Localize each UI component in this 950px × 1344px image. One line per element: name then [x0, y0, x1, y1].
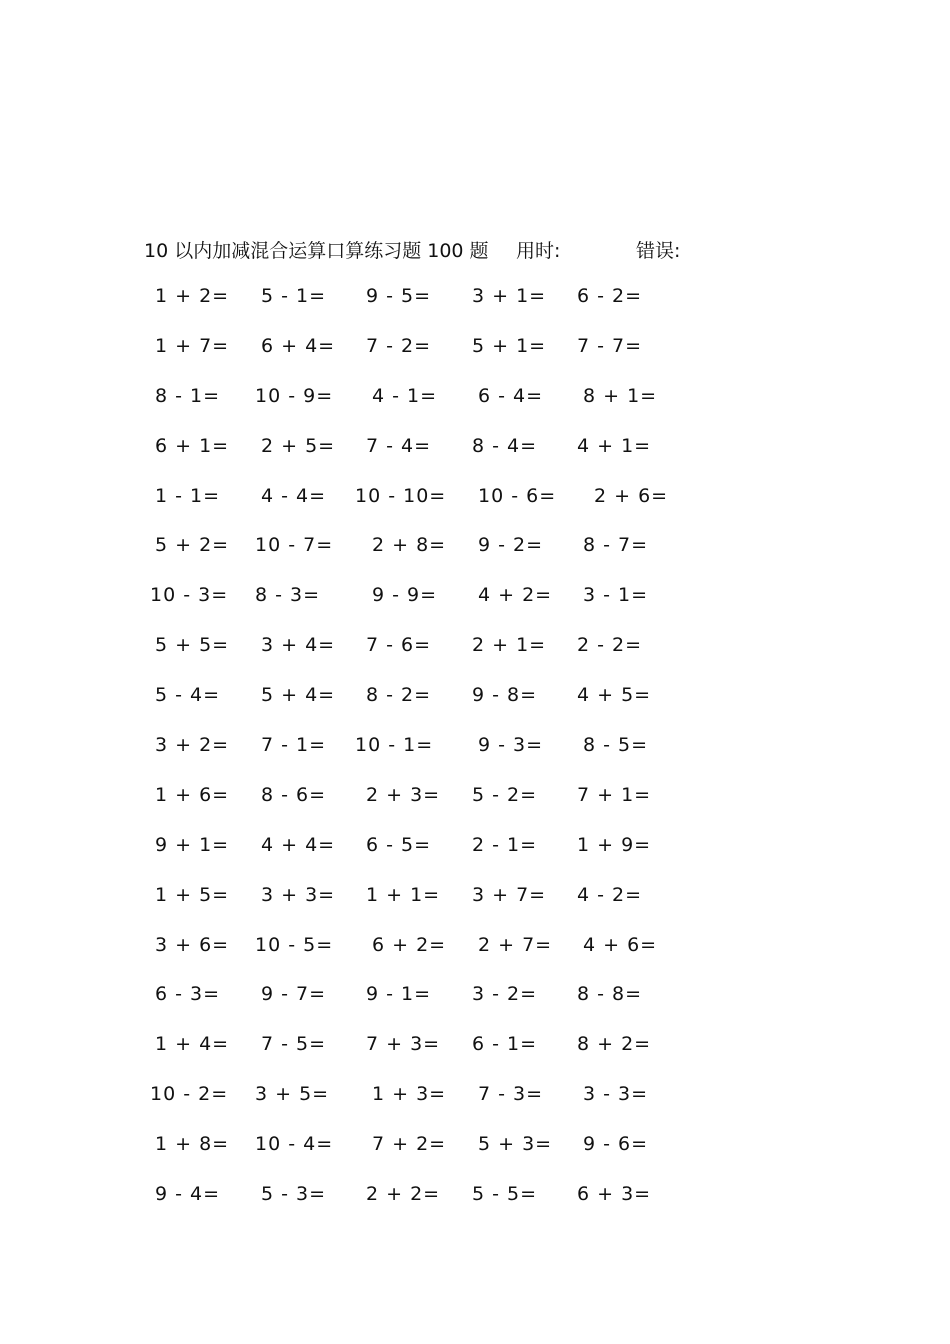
problem-row: [0, 1183, 950, 1233]
problem-row: [0, 834, 950, 884]
problem-row: [0, 934, 950, 984]
problem-item: 9 + 1=: [155, 833, 230, 856]
problem-row: [0, 485, 950, 535]
problem-item: 3 + 3=: [261, 883, 336, 906]
problem-item: 3 + 2=: [155, 734, 230, 757]
problem-item: 3 + 6=: [155, 933, 230, 956]
problem-item: 10 - 3=: [150, 584, 229, 607]
problem-row: [0, 983, 950, 1033]
problem-item: 9 - 9=: [372, 584, 438, 607]
problem-item: 4 + 1=: [577, 434, 652, 457]
problem-row: [0, 534, 950, 584]
problem-item: 1 + 2=: [155, 285, 230, 307]
problem-item: 8 - 8=: [577, 983, 643, 1006]
problem-item: 6 + 3=: [577, 1183, 652, 1206]
problem-item: 1 + 1=: [366, 883, 441, 906]
problem-item: 6 - 3=: [155, 983, 221, 1006]
problem-item: 8 - 6=: [261, 783, 327, 806]
problem-item: 4 + 2=: [478, 584, 553, 607]
problem-item: 5 + 1=: [472, 334, 547, 357]
problem-row: [0, 385, 950, 435]
problem-item: 8 - 2=: [366, 684, 432, 707]
problem-item: 1 - 1=: [155, 484, 221, 507]
problem-item: 6 - 2=: [577, 285, 643, 307]
problem-row: [0, 285, 950, 335]
problem-item: 5 + 4=: [261, 684, 336, 707]
problem-item: 2 + 2=: [366, 1183, 441, 1206]
problem-item: 8 + 1=: [583, 384, 658, 407]
worksheet-header: [0, 236, 950, 264]
problem-item: 9 - 7=: [261, 983, 327, 1006]
problem-item: 10 - 7=: [255, 534, 334, 557]
problem-item: 9 - 3=: [478, 734, 544, 757]
problem-row: [0, 634, 950, 684]
problem-item: 3 + 7=: [472, 883, 547, 906]
problem-item: 6 + 2=: [372, 933, 447, 956]
problem-item: 2 + 8=: [372, 534, 447, 557]
problem-item: 8 - 7=: [583, 534, 649, 557]
problem-item: 10 - 4=: [255, 1133, 334, 1156]
problem-item: 6 - 1=: [472, 1033, 538, 1056]
problem-item: 9 - 4=: [155, 1183, 221, 1206]
problem-item: 4 + 6=: [583, 933, 658, 956]
problem-item: 8 - 3=: [255, 584, 321, 607]
problem-item: 2 + 5=: [261, 434, 336, 457]
problem-item: 9 - 6=: [583, 1133, 649, 1156]
problem-item: 8 - 1=: [155, 384, 221, 407]
problem-item: 3 - 2=: [472, 983, 538, 1006]
problem-item: 6 + 1=: [155, 434, 230, 457]
problem-row: [0, 1083, 950, 1133]
problem-item: 4 + 4=: [261, 833, 336, 856]
problem-item: 10 - 1=: [355, 734, 434, 757]
problem-item: 9 - 8=: [472, 684, 538, 707]
problem-item: 3 + 4=: [261, 634, 336, 657]
problem-item: 2 - 1=: [472, 833, 538, 856]
problem-row: [0, 784, 950, 834]
problem-item: 7 - 7=: [577, 334, 643, 357]
problem-item: 7 + 2=: [372, 1133, 447, 1156]
problem-item: 7 - 1=: [261, 734, 327, 757]
problem-grid: [0, 285, 950, 1233]
problem-item: 4 + 5=: [577, 684, 652, 707]
problem-item: 6 + 4=: [261, 334, 336, 357]
problem-item: 10 - 6=: [478, 484, 557, 507]
problem-item: 4 - 1=: [372, 384, 438, 407]
problem-item: 7 - 4=: [366, 434, 432, 457]
problem-item: 2 + 7=: [478, 933, 553, 956]
problem-item: 10 - 10=: [355, 484, 447, 507]
problem-item: 7 - 2=: [366, 334, 432, 357]
problem-item: 7 - 3=: [478, 1083, 544, 1106]
problem-item: 5 + 3=: [478, 1133, 553, 1156]
problem-row: [0, 684, 950, 734]
problem-row: [0, 734, 950, 784]
problem-item: 5 - 5=: [472, 1183, 538, 1206]
problem-item: 2 + 1=: [472, 634, 547, 657]
problem-item: 1 + 7=: [155, 334, 230, 357]
problem-item: 5 - 1=: [261, 285, 327, 307]
problem-item: 10 - 5=: [255, 933, 334, 956]
problem-item: 1 + 4=: [155, 1033, 230, 1056]
problem-item: 1 + 5=: [155, 883, 230, 906]
problem-item: 3 + 5=: [255, 1083, 330, 1106]
problem-item: 1 + 3=: [372, 1083, 447, 1106]
problem-row: [0, 435, 950, 485]
problem-item: 2 - 2=: [577, 634, 643, 657]
problem-row: [0, 884, 950, 934]
problem-item: 3 + 1=: [472, 285, 547, 307]
problem-item: 2 + 6=: [594, 484, 669, 507]
problem-item: 5 - 4=: [155, 684, 221, 707]
problem-item: 6 - 5=: [366, 833, 432, 856]
problem-item: 9 - 1=: [366, 983, 432, 1006]
problem-item: 1 + 8=: [155, 1133, 230, 1156]
problem-row: [0, 1133, 950, 1183]
problem-item: 2 + 3=: [366, 783, 441, 806]
problem-item: 8 + 2=: [577, 1033, 652, 1056]
problem-item: 7 + 3=: [366, 1033, 441, 1056]
problem-item: 10 - 9=: [255, 384, 334, 407]
problem-row: [0, 1033, 950, 1083]
problem-item: 7 + 1=: [577, 783, 652, 806]
problem-item: 3 - 3=: [583, 1083, 649, 1106]
problem-item: 1 + 9=: [577, 833, 652, 856]
problem-row: [0, 335, 950, 385]
problem-item: 5 - 2=: [472, 783, 538, 806]
problem-item: 8 - 5=: [583, 734, 649, 757]
problem-item: 8 - 4=: [472, 434, 538, 457]
problem-item: 4 - 2=: [577, 883, 643, 906]
problem-item: 10 - 2=: [150, 1083, 229, 1106]
time-label: 用时:: [516, 240, 561, 262]
problem-item: 5 + 5=: [155, 634, 230, 657]
worksheet-title: 10 以内加减混合运算口算练习题 100 题: [144, 240, 489, 262]
problem-item: 7 - 5=: [261, 1033, 327, 1056]
problem-item: 9 - 5=: [366, 285, 432, 307]
problem-item: 3 - 1=: [583, 584, 649, 607]
problem-item: 5 + 2=: [155, 534, 230, 557]
problem-item: 7 - 6=: [366, 634, 432, 657]
problem-item: 1 + 6=: [155, 783, 230, 806]
problem-item: 4 - 4=: [261, 484, 327, 507]
problem-item: 9 - 2=: [478, 534, 544, 557]
error-label: 错误:: [636, 240, 681, 262]
problem-item: 6 - 4=: [478, 384, 544, 407]
problem-row: [0, 584, 950, 634]
problem-item: 5 - 3=: [261, 1183, 327, 1206]
